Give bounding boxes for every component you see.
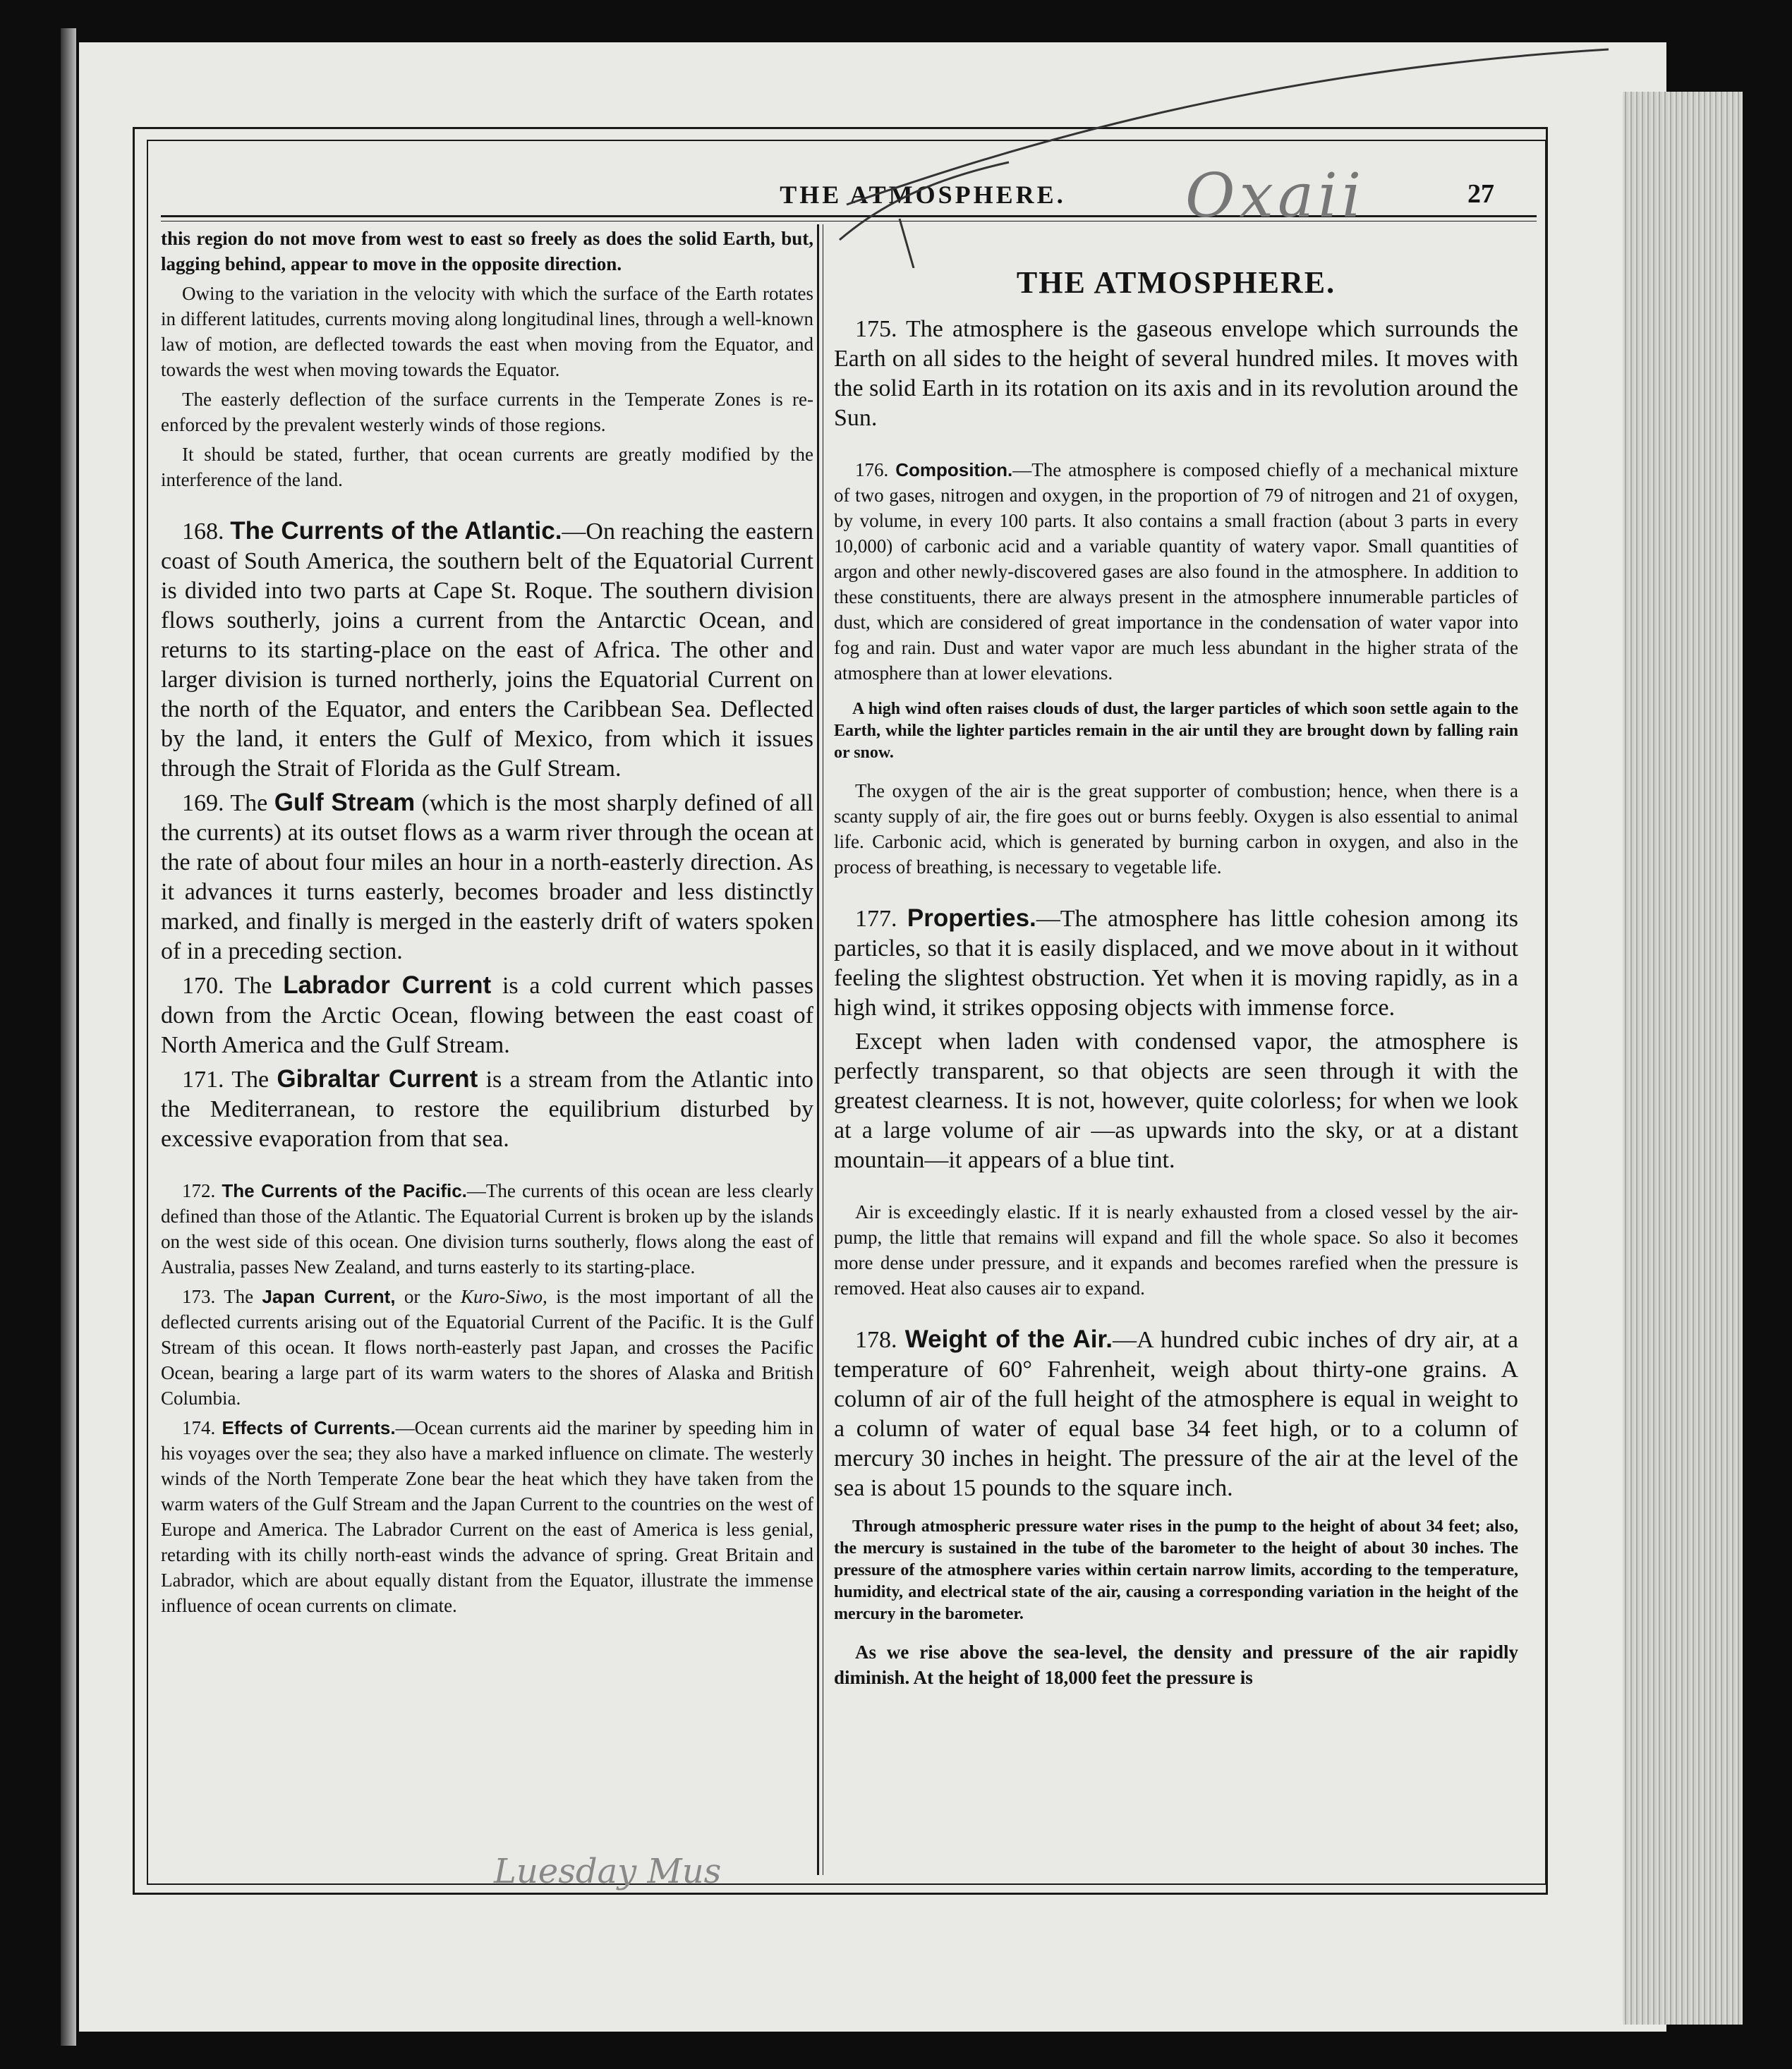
section-text: is a cold current which passes down from the Arctic Ocean, flowing between the east coast of North America and the Gulf Stream.: [161, 973, 814, 1058]
paragraph: this region do not move from west to east so freely as does the solid Earth, but, lagging behind, appear to move in the opposite direction.: [161, 228, 813, 274]
page-gutter-shadow: [61, 28, 76, 2046]
footnote: A high wind often raises clouds of dust, the larger particles of which soon settle again to the Earth, while the lighter particles remain in the air until they are brought down by falling rain or snow.: [834, 700, 1518, 762]
paragraph: As we rise above the sea-level, the density and pressure of the air rapidly diminish. At the height of 18,000 feet the pressure is: [834, 1642, 1518, 1688]
section-170: [161, 971, 813, 1060]
section-171: [161, 1064, 813, 1154]
section-text: or the: [404, 1286, 452, 1307]
section-text: —The atmosphere has little cohesion among its particles, so that it is easily displaced, and we move about in it without feeling the slightest obstruction. Yet when it is moving rapidly, as in a high wind, it strikes opposing objects with immense force.: [834, 906, 1519, 1021]
section-text: —Ocean currents aid the mariner by speeding him in his voyages over the sea; they also have a marked influence on climate. The westerly winds of the North Temperate Zone bear the heat which they have taken from the warm waters of the Gulf Stream and the Japan Current to the countries on the west of Europe and America. The Labrador Current on the east of America is less genial, retarding with its chilly north-east winds the advance of spring. Great Britain and Labrador, which are about equally distant from the Equator, illustrate the immense influence of ocean currents on climate.: [161, 1417, 813, 1616]
section-number: 170. The: [182, 973, 272, 999]
section-number: 169. The: [182, 790, 268, 816]
page-edges: [1623, 92, 1743, 2025]
section-177: [834, 904, 1518, 1023]
section-heading: Japan Current,: [262, 1286, 396, 1307]
section-number: 168.: [182, 518, 224, 545]
section-169: [161, 788, 813, 966]
section-text: —The currents of this ocean are less clearly defined than those of the Atlantic. The Equatorial Current is broken up by the islands on the west side of this ocean. One division turns southerly, flows along the east of Australia, passes New Zealand, and turns easterly to its starting-place.: [161, 1180, 814, 1278]
paragraph: Air is exceedingly elastic. If it is nearly exhausted from a closed vessel by the air-pump, the little that remains will expand and fill the whole space. So also it becomes more dense under pressure, and it expands and becomes rarefied when the pressure is removed. Heat also causes air to expand.: [834, 1201, 1518, 1299]
italic-term: Kuro-Siwo,: [461, 1286, 547, 1307]
section-text: The atmosphere is the gaseous envelope which surrounds the Earth on all sides to the height of several hundred miles. It moves with the solid Earth in its rotation on its axis and in its revolution around the Sun.: [834, 316, 1518, 431]
pen-stroke-mark: [833, 42, 1644, 268]
section-text: is a stream from the Atlantic into the Mediterranean, to restore the equilibrium disturbed by excessive evaporation from that sea.: [161, 1067, 814, 1152]
section-number: 172.: [182, 1180, 216, 1201]
section-heading: Gibraltar Current: [277, 1065, 478, 1093]
paragraph: Except when laden with condensed vapor, the atmosphere is perfectly transparent, so that objects are seen through it with the greatest clearness. It is not, however, quite colorless; for when we look at a large volume of air —as upwards into the sky, or at a distant mountain—it appears of a blue tint.: [834, 1029, 1518, 1173]
section-text: —On reaching the eastern coast of South America, the southern belt of the Equatorial Current is divided into two parts at Cape St. Roque. The southern division flows southerly, joins a current from the Antarctic Ocean, and returns to its starting-place on the east of Africa. The other and larger division is turned northerly, joins the Equatorial Current on the north of the Equator, and enters the Caribbean Sea. Deflected by the land, it enters the Gulf of Mexico, from which it issues through the Strait of Florida as the Gulf Stream.: [161, 518, 813, 782]
section-heading: The Currents of the Pacific.: [222, 1180, 467, 1201]
running-title: THE ATMOSPHERE.: [780, 181, 1066, 209]
section-176: [834, 457, 1518, 686]
footnote: Through atmospheric pressure water rises in the pump to the height of about 34 feet; also, the mercury is sustained in the tube of the barometer to the height of about 30 inches. The pressure of the atmosphere varies within certain narrow limits, according to the temperature, humidity, and electrical state of the air, causing a corresponding variation in the height of the mercury in the barometer.: [834, 1517, 1518, 1623]
paragraph: The easterly deflection of the surface currents in the Temperate Zones is re-enforced by the prevalent westerly winds of those regions.: [161, 389, 813, 435]
section-172: [161, 1178, 813, 1280]
section-number: 174.: [182, 1417, 216, 1438]
section-168: [161, 516, 813, 784]
handwritten-annotation: Oxaii: [1185, 161, 1366, 231]
section-text: is the most important of all the deflected currents arising out of the Equatorial Current of the Pacific. It is the Gulf Stream of this ocean. It flows north-easterly past Japan, and crosses the Pacific Ocean, bearing a large part of its warm waters to the shores of Alaska and British Columbia.: [161, 1286, 814, 1409]
section-heading: Properties.: [907, 904, 1036, 932]
section-heading: The Currents of the Atlantic.: [230, 517, 562, 545]
section-174: [161, 1415, 813, 1618]
section-number: 171. The: [182, 1067, 270, 1093]
section-heading: Gulf Stream: [274, 789, 416, 816]
section-text: —A hundred cubic inches of dry air, at a temperature of 60° Fahrenheit, weigh about thirty-one grains. A column of air of the full height of the atmosphere is equal in weight to a column of water of equal base 34 feet high, or to a column of mercury 30 inches in height. The pressure of the air at the level of the sea is about 15 pounds to the square inch.: [834, 1327, 1518, 1501]
paragraph: It should be stated, further, that ocean currents are greatly modified by the interference of the land.: [161, 444, 813, 490]
paragraph: Owing to the variation in the velocity with which the surface of the Earth rotates in different latitudes, currents moving along longitudinal lines, through a well-known law of motion, are deflected towards the east when moving from the Equator, and towards the west when moving towards the Equator.: [161, 283, 813, 380]
section-text: —The atmosphere is composed chiefly of a mechanical mixture of two gases, nitrogen and oxygen, in the proportion of 79 of nitrogen and 21 of oxygen, by volume, in every 100 parts. It also contains a small fraction (about 3 parts in every 10,000) of carbonic acid and a variable quantity of watery vapor. Small quantities of argon and other newly-discovered gases are also found in the atmosphere. In addition to these constituents, there are always present in the atmosphere innumerable particles of dust, which are considered of great importance in the condensation of water vapor into fog and rain. Dust and water vapor are much less abundant in the higher strata of the atmosphere than at lower elevations.: [834, 459, 1518, 684]
section-175: [834, 315, 1518, 433]
left-column: [161, 226, 813, 1622]
section-173: [161, 1284, 813, 1411]
section-text: (which is the most sharply defined of all the currents) at its outset flows as a warm river through the ocean at the rate of about four miles an hour in a north-easterly direction. As it advances it turns easterly, becomes broader and less distinctly marked, and finally is merged in the easterly drift of waters spoken of in a preceding section.: [161, 790, 814, 964]
column-divider: [817, 224, 819, 1875]
section-number: 177.: [855, 906, 897, 932]
section-heading: Composition.: [895, 459, 1013, 480]
paragraph: The oxygen of the air is the great supporter of combustion; hence, when there is a scanty supply of air, the fire goes out or burns feebly. Oxygen is also essential to animal life. Carbonic acid, which is generated by burning carbon in oxygen, and also in the process of breathing, is necessary to vegetable life.: [834, 780, 1518, 878]
section-number: 176.: [855, 459, 889, 480]
section-heading: Effects of Currents.: [222, 1417, 396, 1438]
section-heading: Weight of the Air.: [904, 1325, 1113, 1353]
section-178: [834, 1325, 1518, 1503]
right-column: [834, 243, 1518, 1694]
section-heading: Labrador Current: [283, 971, 492, 999]
section-number: 173. The: [182, 1286, 254, 1307]
section-title: THE ATMOSPHERE.: [1016, 265, 1336, 300]
section-number: 178.: [855, 1327, 897, 1353]
section-number: 175.: [855, 316, 897, 342]
handwritten-scribble: Luesday Mus: [494, 1852, 722, 1891]
page-number: 27: [1467, 179, 1494, 209]
